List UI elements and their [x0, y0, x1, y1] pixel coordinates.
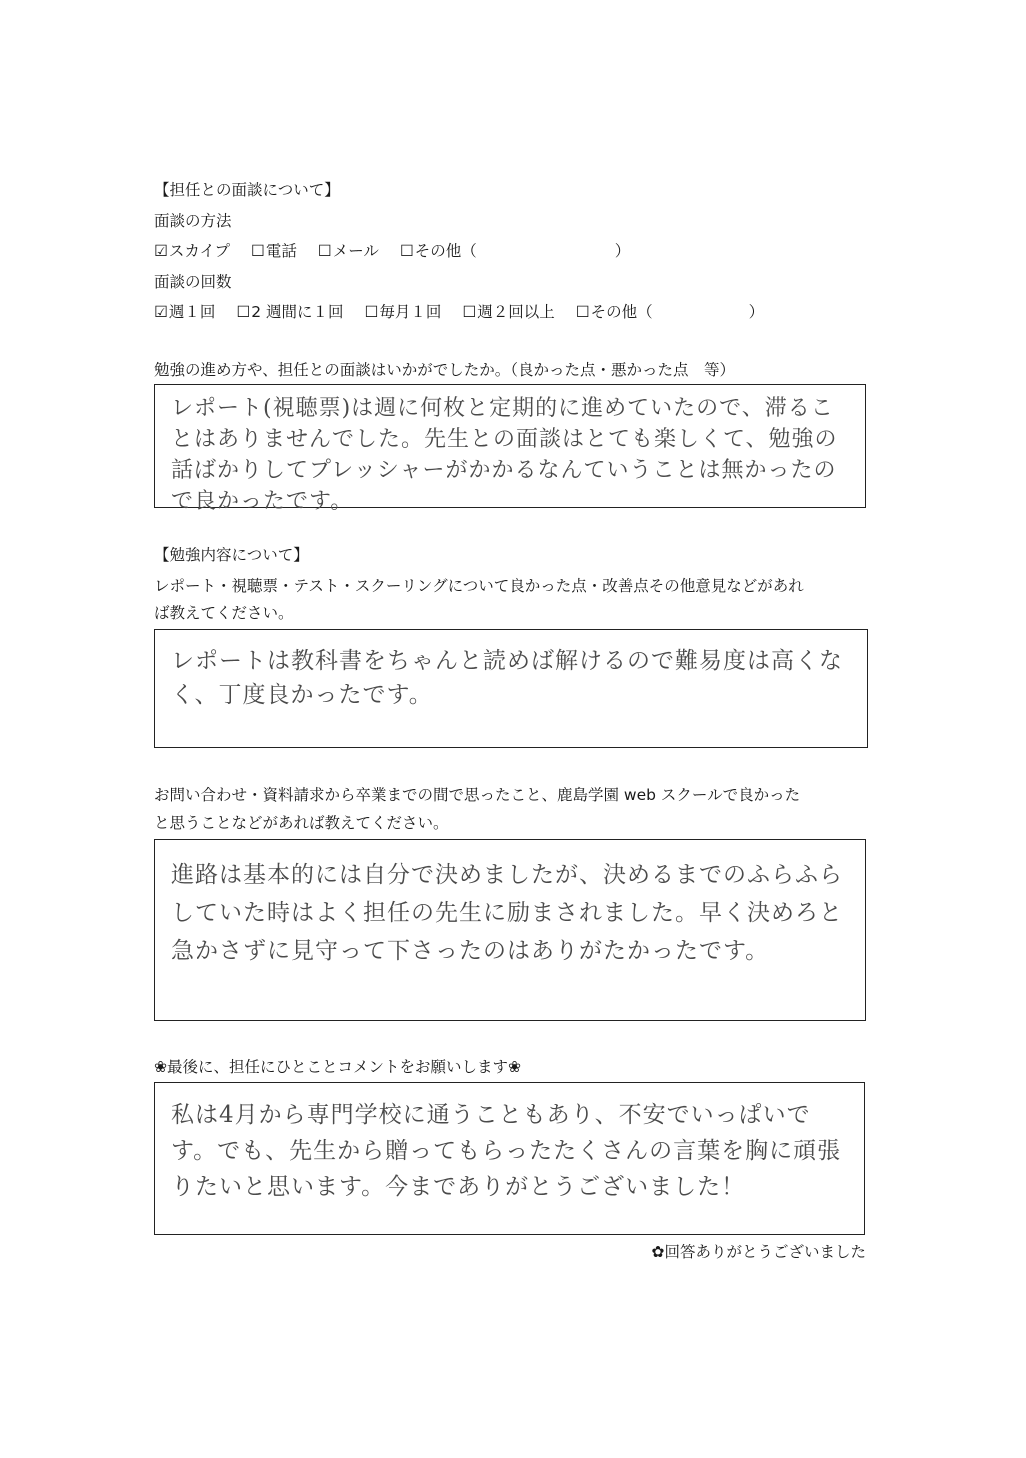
question-school-experience-line1: お問い合わせ・資料請求から卒業までの間で思ったこと、鹿島学園 web スクールで良かった: [154, 786, 801, 804]
answer-box-study-progress[interactable]: [154, 384, 866, 514]
question-school-experience-line2: と思うことなどがあれば教えてください。: [154, 814, 449, 832]
question-final-comment: ❀最後に、担任にひとことコメントをお願いします❀: [154, 1058, 521, 1076]
frequency-option-twice-weekly[interactable]: ☐週２回以上: [462, 303, 555, 321]
question-study-content-line1: レポート・視聴票・テスト・スクーリングについて良かった点・改善点その他意見などがあれ: [154, 577, 804, 595]
interview-frequency-label: 面談の回数: [154, 273, 232, 291]
checkbox-icon[interactable]: ☐: [575, 303, 590, 321]
answer-box-study-content[interactable]: [154, 629, 868, 748]
interview-method-label: 面談の方法: [154, 212, 232, 230]
method-option-email[interactable]: ☐メール: [317, 242, 379, 260]
question-study-content-line2: ば教えてください。: [154, 604, 294, 622]
checkbox-checked-icon[interactable]: ☑: [154, 242, 168, 260]
checkbox-icon[interactable]: ☐: [236, 303, 251, 321]
answer-text-study-content: レポートは教科書をちゃんと読めば解けるので難易度は高くなく、丁度良かったです。: [171, 648, 843, 708]
method-option-skype[interactable]: ☑スカイプ: [154, 242, 230, 260]
answer-box-school-experience[interactable]: [154, 839, 866, 1021]
closing-thanks: ✿回答ありがとうございました: [651, 1243, 866, 1261]
interview-method-options: [154, 241, 630, 261]
answer-text-final-comment: 私は4月から専門学校に通うこともあり、不安でいっぱいです。でも、先生から贈ってもらったたくさんの言葉を胸に頑張りたいと思います。今までありがとうございました！: [171, 1102, 842, 1200]
checkbox-icon[interactable]: ☐: [250, 242, 265, 260]
answer-box-final-comment[interactable]: [154, 1082, 865, 1235]
method-option-other[interactable]: ☐その他（ ）: [399, 242, 631, 260]
interview-frequency-options: [154, 302, 764, 322]
answer-text-study-progress: レポート(視聴票)は週に何枚と定期的に進めていたので、滞ることはありませんでした。先生との面談はとても楽しくて、勉強の話ばかりしてプレッシャーがかかるなんていうことは無かったので良かったです。: [171, 396, 838, 514]
section-heading-study-content: 【勉強内容について】: [154, 546, 309, 564]
checkbox-icon[interactable]: ☐: [462, 303, 477, 321]
frequency-option-monthly[interactable]: ☐毎月１回: [364, 303, 442, 321]
question-study-progress: 勉強の進め方や、担任との面談はいかがでしたか。（良かった点・悪かった点 等）: [154, 361, 735, 379]
frequency-option-other[interactable]: ☐その他（ ）: [575, 303, 765, 321]
answer-text-school-experience: 進路は基本的には自分で決めましたが、決めるまでのふらふらしていた時はよく担任の先生に励まされました。早く決めろと急かさずに見守って下さったのはありがたかったです。: [171, 862, 843, 964]
section-heading-interview: 【担任との面談について】: [154, 181, 340, 199]
frequency-option-weekly[interactable]: ☑週１回: [154, 303, 216, 321]
frequency-option-biweekly[interactable]: ☐2 週間に１回: [236, 303, 344, 321]
checkbox-icon[interactable]: ☐: [317, 242, 332, 260]
checkbox-checked-icon[interactable]: ☑: [154, 303, 168, 321]
checkbox-icon[interactable]: ☐: [399, 242, 414, 260]
checkbox-icon[interactable]: ☐: [364, 303, 379, 321]
method-option-phone[interactable]: ☐電話: [250, 242, 297, 260]
